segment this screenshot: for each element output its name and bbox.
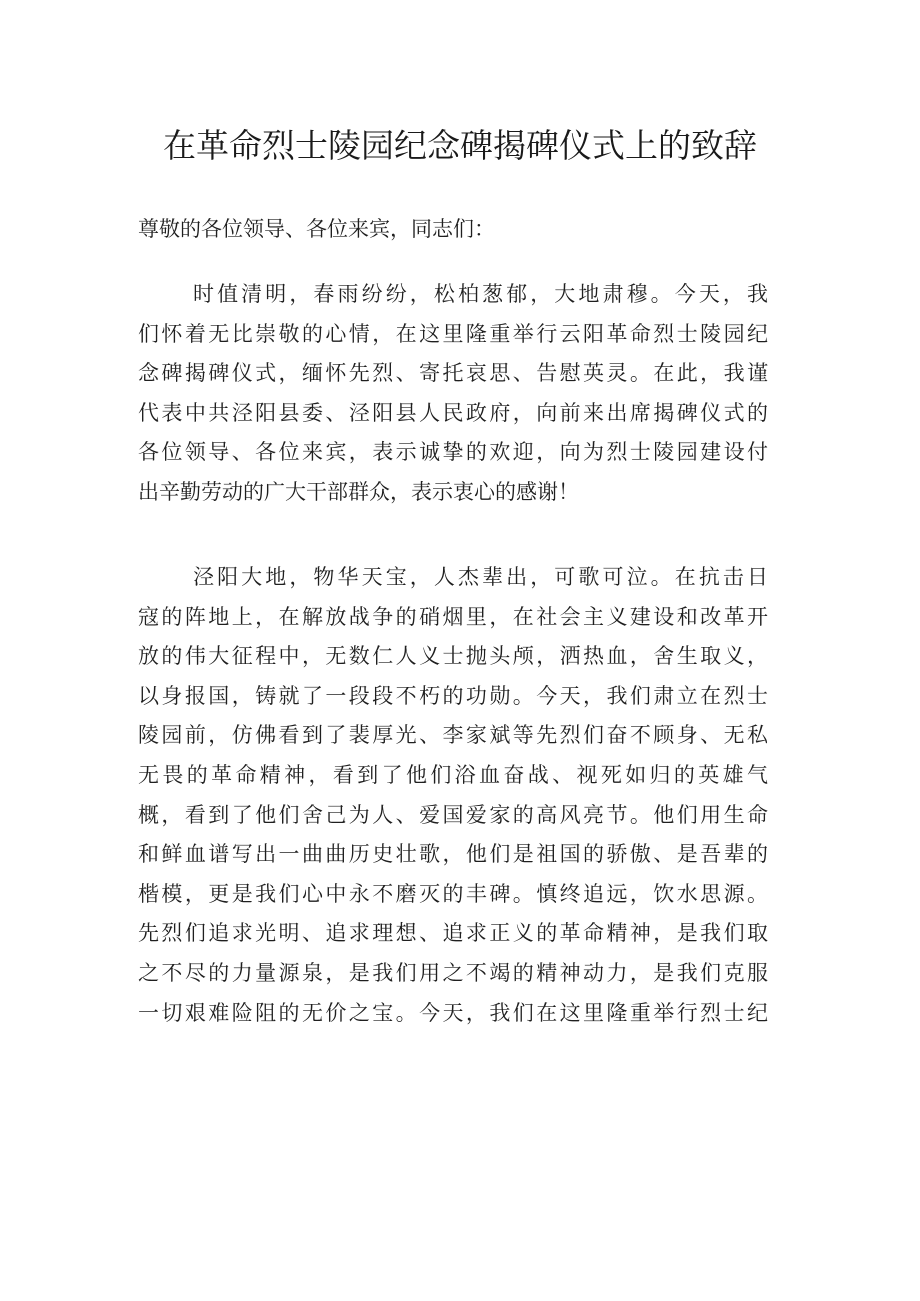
paragraph-line: 无畏的革命精神，看到了他们浴血奋战、视死如归的英雄气 — [138, 762, 768, 787]
paragraph-2 — [138, 558, 768, 1033]
paragraph-line: 代表中共泾阳县委、泾阳县人民政府，向前来出席揭碑仪式的 — [138, 400, 768, 425]
paragraph-1 — [138, 275, 768, 513]
paragraph-line: 念碑揭碑仪式，缅怀先烈、寄托哀思、告慰英灵。在此，我谨 — [138, 361, 768, 386]
paragraph-line: 泾阳大地，物华天宝，人杰辈出，可歌可泣。在抗击日 — [193, 565, 768, 589]
page-title: 在革命烈士陵园纪念碑揭碑仪式上的致辞 — [163, 126, 757, 165]
salutation: 尊敬的各位领导、各位来宾，同志们： — [138, 217, 495, 241]
paragraph-line: 之不尽的力量源泉，是我们用之不竭的精神动力，是我们克服 — [138, 960, 768, 985]
paragraph-line: 楷模，更是我们心中永不磨灭的丰碑。慎终追远，饮水思源。 — [138, 881, 768, 906]
paragraph-line: 寇的阵地上，在解放战争的硝烟里，在社会主义建设和改革开 — [138, 604, 768, 629]
paragraph-line: 一切艰难险阻的无价之宝。今天，我们在这里隆重举行烈士纪 — [138, 1000, 768, 1025]
paragraph-line: 概，看到了他们舍己为人、爱国爱家的高风亮节。他们用生命 — [138, 802, 768, 827]
paragraph-line: 和鲜血谱写出一曲曲历史壮歌，他们是祖国的骄傲、是吾辈的 — [138, 842, 768, 867]
paragraph-line: 出辛勤劳动的广大干部群众，表示衷心的感谢！ — [138, 479, 579, 504]
paragraph-line: 陵园前，仿佛看到了裴厚光、李家斌等先烈们奋不顾身、无私 — [138, 723, 768, 748]
paragraph-line: 各位领导、各位来宾，表示诚挚的欢迎，向为烈士陵园建设付 — [138, 440, 768, 465]
paragraph-line: 先烈们追求光明、追求理想、追求正义的革命精神，是我们取 — [138, 921, 768, 946]
paragraph-line: 放的伟大征程中，无数仁人义士抛头颅，洒热血，舍生取义， — [138, 644, 768, 669]
paragraph-line: 们怀着无比崇敬的心情，在这里隆重举行云阳革命烈士陵园纪 — [138, 321, 768, 346]
paragraph-line: 以身报国，铸就了一段段不朽的功勋。今天，我们肃立在烈士 — [138, 683, 768, 708]
paragraph-line: 时值清明，春雨纷纷，松柏葱郁，大地肃穆。今天，我 — [193, 282, 768, 306]
